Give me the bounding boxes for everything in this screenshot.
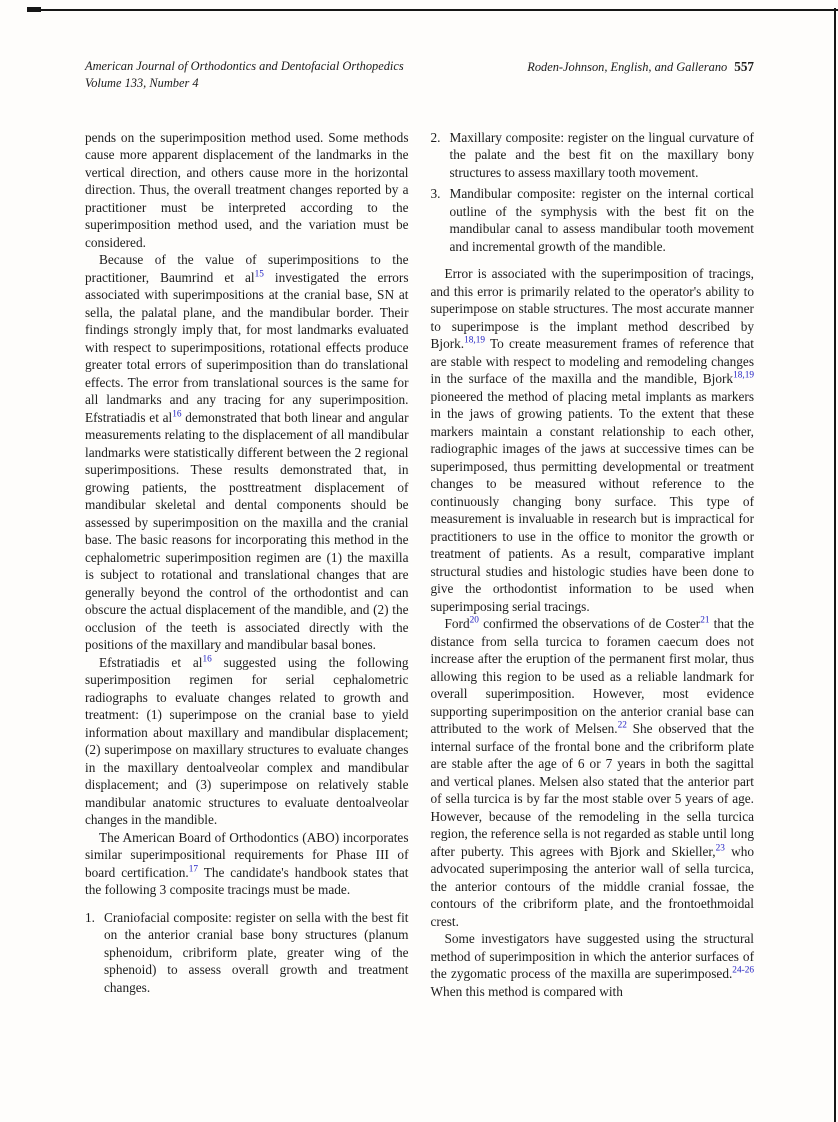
paragraph: pends on the superimposition method used. Some methods cause more apparent displacement of the landmarks in the vertical direction, and others cause more in the horizontal direction. Thus, the overall treatment changes reported by a practitioner must be interpreted according to the superimposition method used, and the variation must be considered. — [85, 129, 409, 250]
citation-ref[interactable]: 23 — [715, 843, 725, 854]
journal-title: American Journal of Orthodontics and Dentofacial Orthopedics — [85, 59, 404, 73]
article-body — [85, 129, 754, 1001]
list-number: 1. — [85, 909, 95, 925]
column-right — [431, 129, 755, 1001]
list-number: 2. — [430, 129, 441, 145]
list-number: 3. — [430, 186, 441, 202]
paragraph: Ford$^{20}$ confirmed the observations of de Coster$^{21}$ that the distance from sella turcica to foramen caecum does not increase after the eruption of the permanent first molar, thus allowing this region to be used as a reliable landmark for overall superimposition. However, most evidence supporting superimposition on the anterior cranial base can attributed to the work of Melsen.$^{22}$ She observed that the internal surface of the frontal bone and the cribriform plate are stable after the age of 6 or 7 years in both the sagittal and vertical planes. Melsen also stated that the anterior part of sella turcica is by far the most stable over 5 years of age. However, because of the remodeling in the sella turcica region, the reference sella is not regarded as stable until long after puberty. This agrees with Bjork and Skieller,$^{23}$ who advocated superimposing the anterior wall of sella turcica, the anterior contours of the middle cranial fossae, the contours of the cribriform plate, and the frontoethmoidal crest. — [430, 615, 754, 929]
citation-ref[interactable]: 17 — [188, 864, 199, 875]
paragraph: Because of the value of superimpositions to the practitioner, Baumrind et al$^{15}$ investigated the errors associated with superimpositions at the cranial base, SN at sella, the palatal plane, and the mandibular border. Their findings strongly imply that, for most landmarks evaluated with respect to superimpositions, rotational effects produce greater total errors of superimposition than do translational effects. The error from translational sources is the same for all landmarks and any tracing for any superimposition. Efstratiadis et al$^{16}$ demonstrated that both linear and angular measurements relating to the displacement of all mandibular landmarks were statistically different between the 2 regional superimpositions. These results demonstrated that, in growing patients, the posttreatment displacement of mandibular skeletal and dental components should be assessed by superimposition on the maxilla and the cranial base. The basic reasons for incorporating this method in the cephalometric superimposition regimen are (1) the maxilla is subject to rotational and translational changes that are generally beyond the control of the orthodontist and can obscure the actual displacement of the mandible, and (2) the occlusion of the teeth is associated directly with the positions of the maxillary and mandibular basal bones. — [85, 252, 409, 653]
scan-edge-right — [834, 8, 836, 1122]
citation-ref[interactable]: 20 — [469, 615, 479, 626]
list-item: 3. Mandibular composite: register on the internal cortical outline of the symphysis with the best fit on the mandibular canal to assess mandibular tooth movement and incremental growth of the mandible. — [430, 186, 754, 254]
paragraph: The American Board of Orthodontics (ABO) incorporates similar superimpositional requirements for Phase III of board certification.$^{17}$ The candidate's handbook states that the following 3 composite tracings must be made. — [85, 829, 409, 898]
citation-ref[interactable]: 22 — [617, 720, 627, 731]
scan-corner-mark — [27, 7, 41, 12]
list-item: 2. Maxillary composite: register on the lingual curvature of the palate and the best fit on the maxillary bony structures to assess maxillary tooth movement. — [430, 129, 754, 180]
citation-ref[interactable]: 18,19 — [464, 335, 486, 346]
scan-edge-top — [27, 9, 838, 11]
citation-ref[interactable]: 18,19 — [733, 370, 754, 381]
paragraph: Some investigators have suggested using the structural method of superimposition in which the anterior surfaces of the zygomatic process of the maxilla are superimposed.$^{24-26}$ When this method is compared with — [430, 931, 754, 999]
paragraph: Efstratiadis et al$^{16}$ suggested using the following superimposition regimen for serial cephalometric radiographs to evaluate changes related to growth and treatment: (1) superimpose on the cranial base to yield information about maxillary and mandibular displacement; (2) superimpose on maxillary structures to evaluate changes in the maxillary dentoalveolar complex and mandibular displacement; and (3) superimpose on relatively stable mandibular anatomic structures to evaluate dentoalveolar changes in the mandible. — [85, 654, 409, 828]
citation-ref[interactable]: 16 — [172, 409, 182, 420]
list-item: 1. Craniofacial composite: register on sella with the best fit on the anterior cranial base bony structures (planum sphenoidum, cribriform plate, greater wing of the sphenoid) to assess overall growth and treatment changes. — [85, 909, 409, 995]
paragraph: Error is associated with the superimposition of tracings, and this error is primarily related to the operator's ability to superimpose on stable structures. The most accurate manner to superimpose is the implant method described by Bjork.$^{18,19}$ To create measurement frames of reference that are stable with respect to modeling and remodeling changes in the surface of the maxilla and the mandible, Bjork$^{18,19}$ pioneered the method of placing metal implants as markers in the jaws of growing patients. To the extent that these markers maintain a constant relationship to each other, radiographic images of the jaws at successive times can be superimposed, thus permitting developmental or treatment changes to be measured without reference to the continuously changing bony surface. This type of measurement is invaluable in research but is impractical for practitioners to use in the office to monitor the growth or treatment of patients. As a result, comparative implant structural studies and histologic studies have been done to give the orthodontist information to be used when superimposing serial tracings. — [430, 266, 754, 614]
running-head — [527, 58, 754, 76]
column-left — [85, 129, 409, 1001]
citation-ref[interactable]: 15 — [254, 269, 264, 280]
journal-header — [85, 58, 404, 93]
running-authors: Roden-Johnson, English, and Gallerano — [527, 60, 728, 74]
citation-ref[interactable]: 21 — [700, 615, 710, 626]
page-header — [85, 58, 754, 93]
page-number: 557 — [734, 59, 754, 74]
journal-volume: Volume 133, Number 4 — [85, 76, 199, 91]
citation-ref[interactable]: 24-26 — [732, 965, 754, 976]
citation-ref[interactable]: 16 — [202, 654, 212, 665]
